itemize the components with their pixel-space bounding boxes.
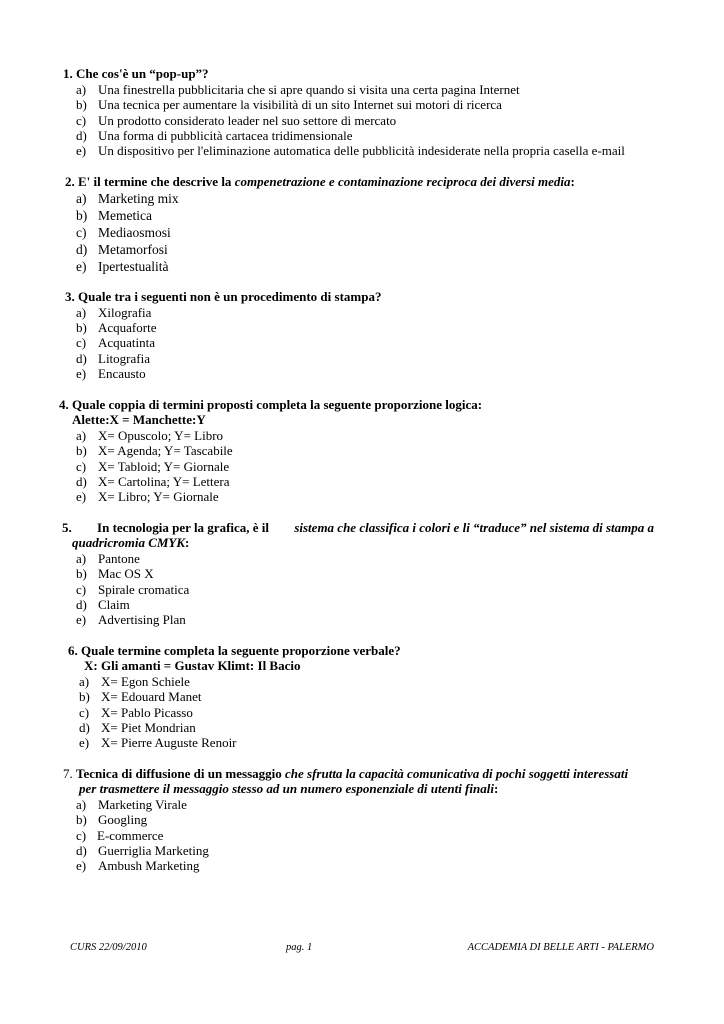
question-3-title: 3. Quale tra i seguenti non è un procedimento di stampa? — [65, 289, 382, 304]
question-5-title-line2: quadricromia CMYK: — [72, 535, 190, 550]
q2-option-b: b) Memetica — [76, 208, 152, 223]
q3-option-c: c) Acquatinta — [76, 335, 156, 350]
question-7-title-line2: per trasmettere il messaggio stesso ad un numero esponenziale di utenti finali: — [79, 781, 499, 796]
q7-option-e: e) Ambush Marketing — [76, 858, 200, 873]
q6-option-a: a) X= Egon Schiele — [79, 674, 190, 689]
q7-option-c: c) E-commerce — [76, 828, 164, 843]
q4-option-d: d) X= Cartolina; Y= Lettera — [76, 474, 230, 489]
q2-option-e: e) Ipertestualità — [76, 259, 169, 274]
q7-option-a: a) Marketing Virale — [76, 797, 187, 812]
q1-option-b: b) Una tecnica per aumentare la visibilità di un sito Internet sui motori di ricerca — [76, 97, 502, 112]
q4-option-a: a) X= Opuscolo; Y= Libro — [76, 428, 224, 443]
q2-option-d: d) Metamorfosi — [76, 242, 168, 257]
q2-option-a: a) Marketing mix — [76, 191, 179, 206]
question-number: 1. — [63, 66, 73, 81]
q4-option-b: b) X= Agenda; Y= Tascabile — [76, 443, 233, 458]
q3-option-b: b) Acquaforte — [76, 320, 157, 335]
question-7-title: 7. Tecnica di diffusione di un messaggio che sfrutta la capacità comunicativa di pochi soggetti interessati — [63, 766, 629, 781]
q6-option-e: e) X= Pierre Auguste Renoir — [79, 735, 237, 750]
q7-option-b: b) Googling — [76, 812, 148, 827]
q5-option-b: b) Mac OS X — [76, 566, 154, 581]
question-text: Che cos'è un “pop-up”? — [76, 66, 209, 81]
q7-option-d: d) Guerriglia Marketing — [76, 843, 209, 858]
q5-option-a: a) Pantone — [76, 551, 140, 566]
question-2-title: 2. E' il termine che descrive la compenetrazione e contaminazione reciproca dei diversi media: — [65, 174, 575, 189]
q4-option-c: c) X= Tabloid; Y= Giornale — [76, 459, 230, 474]
question-5-title: 5. In tecnologia per la grafica, è il sistema che classifica i colori e li “traduce” nel sistema di stampa a — [62, 520, 654, 535]
q6-option-c: c) X= Pablo Picasso — [79, 705, 193, 720]
q5-option-d: d) Claim — [76, 597, 130, 612]
q5-option-c: c) Spirale cromatica — [76, 582, 190, 597]
q1-option-d: d) Una forma di pubblicità cartacea tridimensionale — [76, 128, 353, 143]
footer-page-number: pag. 1 — [286, 942, 313, 953]
q6-option-d: d) X= Piet Mondrian — [79, 720, 196, 735]
footer-institution: ACCADEMIA DI BELLE ARTI - PALERMO — [467, 942, 654, 953]
q5-option-e: e) Advertising Plan — [76, 612, 186, 627]
q3-option-a: a) Xilografia — [76, 305, 152, 320]
q1-option-c: c) Un prodotto considerato leader nel suo settore di mercato — [76, 113, 397, 128]
question-6-proportion: X: Gli amanti = Gustav Klimt: Il Bacio — [84, 658, 301, 673]
question-4-proportion: Alette:X = Manchette:Y — [72, 412, 206, 427]
q6-option-b: b) X= Edouard Manet — [79, 689, 202, 704]
q3-option-d: d) Litografia — [76, 351, 150, 366]
q1-option-e: e) Un dispositivo per l'eliminazione automatica delle pubblicità indesiderate nella propria casella e-mail — [76, 143, 625, 158]
footer-date: CURS 22/09/2010 — [70, 942, 147, 953]
q3-option-e: e) Encausto — [76, 366, 146, 381]
question-4-title: 4. Quale coppia di termini proposti completa la seguente proporzione logica: — [59, 397, 483, 412]
q4-option-e: e) X= Libro; Y= Giornale — [76, 489, 219, 504]
q1-option-a: a) Una finestrella pubblicitaria che si apre quando si visita una certa pagina Internet — [76, 82, 520, 97]
question-6-title: 6. Quale termine completa la seguente proporzione verbale? — [68, 643, 401, 658]
question-1-title — [63, 66, 209, 82]
q2-option-c: c) Mediaosmosi — [76, 225, 171, 240]
